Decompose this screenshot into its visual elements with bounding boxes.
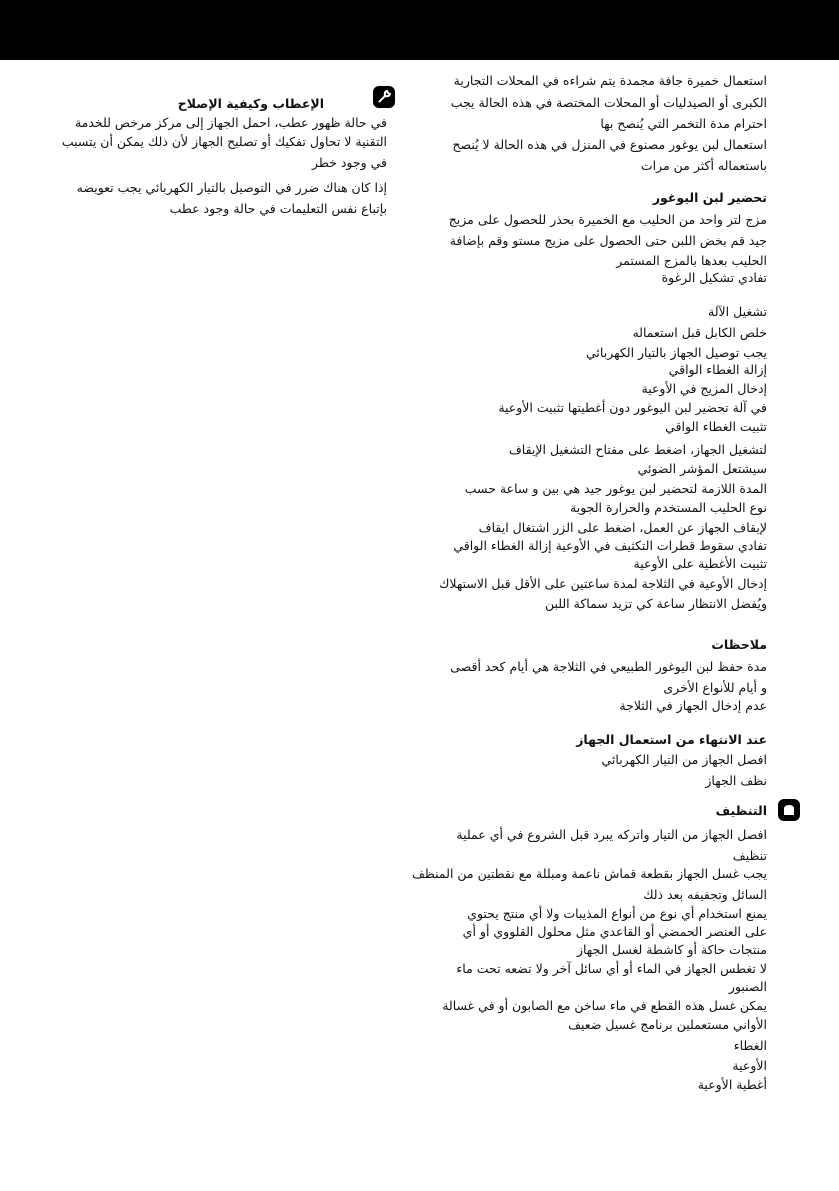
text-line: الأواني مستعملين برنامج غسيل ضعيف	[568, 1017, 767, 1032]
section-heading-prep: تحضير لبن اليوغور	[652, 190, 767, 205]
text-line: إدخال المزيج في الأوعية	[641, 381, 767, 396]
text-line: لا تغطس الجهاز في الماء أو أي سائل آخر ولا تضعه تحت ماء	[456, 961, 767, 976]
text-line: يجب غسل الجهاز بقطعة قماش ناعمة ومبللة مع نقطتين من المنظف	[411, 866, 767, 881]
text-line: سيشتعل المؤشر الضوئي	[637, 461, 767, 476]
text-line: افصل الجهاز من التيار الكهربائي	[601, 752, 767, 767]
text-line: السائل وتجفيفه بعد ذلك	[643, 887, 767, 902]
text-line: مدة حفظ لبن اليوغور الطبيعي في الثلاجة هي أيام كحد أقصى	[450, 659, 767, 674]
text-line: مزج لتر واحد من الحليب مع الخميرة بحذر للحصول على مزيج	[448, 212, 767, 227]
text-line: يجب توصيل الجهاز بالتيار الكهربائي	[586, 345, 767, 360]
text-line: لإيقاف الجهاز عن العمل، اضغط على الزر اشتغال ايقاف	[478, 520, 767, 535]
text-line: احترام مدة التخمر التي يُنصح بها	[600, 116, 767, 131]
text-line: باستعماله أكثر من مرات	[640, 158, 767, 173]
text-line: و أيام للأنواع الأخرى	[663, 680, 767, 695]
text-line: في حالة ظهور عطب، احمل الجهاز إلى مركز مرخص للخدمة	[74, 115, 387, 130]
text-line: الحليب بعدها بالمزج المستمر	[616, 253, 767, 268]
text-line: نوع الحليب المستخدم والحرارة الجوية	[570, 500, 767, 515]
text-line: افصل الجهاز من التيار واتركه يبرد قبل الشروع في أي عملية	[456, 827, 767, 842]
cleaning-section-icon	[778, 799, 800, 821]
text-line: في آلة تحضير لبن اليوغور دون أغطيتها تثبيت الأوعية	[498, 400, 767, 415]
text-line: استعمال لبن يوغور مصنوع في المنزل في هذه الحالة لا يُنصح	[452, 137, 767, 152]
text-line: الصنبور	[728, 979, 767, 994]
text-line: يمنع استخدام أي نوع من أنواع المذيبات ولا أي منتج يحتوي	[467, 906, 767, 921]
text-line: ويُفضل الانتظار ساعة كي تزيد سماكة اللبن	[544, 596, 767, 611]
section-heading-repair: الإعطاب وكيفية الإصلاح	[177, 96, 324, 111]
text-line: عدم إدخال الجهاز في الثلاجة	[619, 698, 767, 713]
text-line: الأوعية	[732, 1058, 767, 1073]
text-line: التقنية لا تحاول تفكيك أو تصليح الجهاز لأن ذلك يمكن أن يتسبب	[61, 134, 387, 149]
text-line: على العنصر الحمضي أو القاعدي مثل محلول القلووي أو أي	[462, 924, 767, 939]
text-line: خلص الكابل قبل استعماله	[632, 325, 767, 340]
text-line: الكبرى أو الصيدليات أو المحلات المختصة في هذه الحالة يجب	[450, 95, 767, 110]
section-heading-operation: تشغيل الآلة	[708, 304, 767, 319]
header-bar	[0, 0, 839, 60]
text-line: أغطية الأوعية	[697, 1077, 767, 1092]
text-line: نظف الجهاز	[705, 773, 767, 788]
text-line: لتشغيل الجهاز، اضغط على مفتاح التشغيل الإيقاف	[508, 442, 767, 457]
text-line: تفادي سقوط قطرات التكثيف في الأوعية إزالة الغطاء الواقي	[453, 538, 767, 553]
text-line: في وجود خطر	[311, 155, 387, 170]
text-line: إذا كان هناك ضرر في التوصيل بالتيار الكهربائي يجب تعويضه	[76, 180, 387, 195]
text-line: بإتباع نفس التعليمات في حالة وجود عطب	[169, 201, 387, 216]
text-line: المدة اللازمة لتحضير لبن يوغور جيد هي بين و ساعة حسب	[464, 481, 767, 496]
text-line: تفادي تشكيل الرغوة	[661, 270, 767, 285]
text-line: تثبيت الأغطية على الأوعية	[633, 556, 767, 571]
text-line: منتجات حاكة أو كاشطة لغسل الجهاز	[576, 942, 767, 957]
text-line: الغطاء	[733, 1038, 767, 1053]
text-line: تثبيت الغطاء الواقي	[665, 419, 767, 434]
section-heading-cleaning: التنظيف	[715, 803, 767, 818]
text-line: جيد قم بخض اللبن حتى الحصول على مزيج مستو وقم بإضافة	[449, 233, 767, 248]
text-line: إدخال الأوعية في الثلاجة لمدة ساعتين على الأقل قبل الاستهلاك	[439, 576, 767, 591]
section-heading-notes: ملاحظات	[711, 637, 767, 652]
repair-section-icon	[373, 86, 395, 108]
text-line: تنظيف	[732, 848, 767, 863]
text-line: إزالة الغطاء الواقي	[668, 362, 767, 377]
section-heading-after-use: عند الانتهاء من استعمال الجهاز	[576, 732, 767, 747]
text-line: استعمال خميرة جافة مجمدة يتم شراءه في المحلات التجارية	[453, 73, 767, 88]
text-line: يمكن غسل هذه القطع في ماء ساخن مع الصابون أو في غسالة	[442, 998, 767, 1013]
